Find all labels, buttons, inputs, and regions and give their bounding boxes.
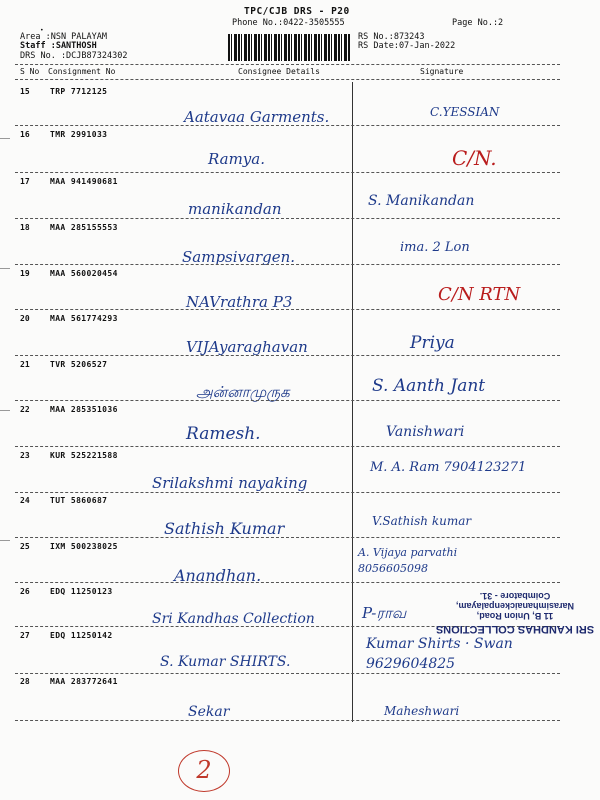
phone-number: Phone No.:0422-3505555 bbox=[232, 18, 345, 28]
signature-handwriting: V.Sathish kumar bbox=[372, 514, 472, 528]
consignee-handwriting: Anandhan. bbox=[174, 566, 262, 585]
consignment-number: TMR 2991033 bbox=[50, 130, 108, 139]
row-divider bbox=[15, 355, 560, 356]
row-divider bbox=[15, 309, 560, 310]
signature-handwriting: Priya bbox=[410, 333, 455, 353]
consignee-handwriting: Ramesh. bbox=[186, 424, 261, 444]
signature-handwriting: Kumar Shirts · Swan 9629604825 bbox=[366, 636, 513, 672]
consignee-handwriting: Sri Kandhas Collection bbox=[152, 611, 315, 627]
consignee-handwriting: Sekar bbox=[188, 704, 230, 720]
margin-tick bbox=[0, 138, 10, 139]
consignment-number: KUR 525221588 bbox=[50, 451, 118, 460]
margin-tick bbox=[0, 410, 10, 411]
header-divider bbox=[15, 64, 560, 65]
consignment-number: EDQ 11250123 bbox=[50, 587, 113, 596]
drs-number-field: DRS No. :DCJB87324302 bbox=[20, 51, 128, 61]
row-number: 21 bbox=[20, 360, 30, 369]
consignee-handwriting: Sathish Kumar bbox=[164, 519, 285, 538]
stamp-company-name: SRI KANDHAS COLLECTIONS bbox=[435, 623, 595, 635]
circled-page-number: 2 bbox=[178, 750, 230, 792]
signature-handwriting: Maheshwari bbox=[384, 704, 460, 718]
row-number: 15 bbox=[20, 87, 30, 96]
consignee-handwriting: Aatavaa Garments. bbox=[184, 108, 330, 126]
row-divider bbox=[15, 720, 560, 721]
consignment-number: MAA 285155553 bbox=[50, 223, 118, 232]
row-divider bbox=[15, 492, 560, 493]
company-stamp bbox=[430, 563, 600, 635]
row-number: 20 bbox=[20, 314, 30, 323]
row-number: 22 bbox=[20, 405, 30, 414]
consignment-number: IXM 500238025 bbox=[50, 542, 118, 551]
consignment-number: TVR 5206527 bbox=[50, 360, 108, 369]
row-divider bbox=[15, 264, 560, 265]
signature-handwriting: C/N RTN bbox=[438, 284, 521, 305]
column-header-divider bbox=[15, 79, 560, 80]
consignee-handwriting: NAVrathra P3 bbox=[186, 293, 293, 311]
stamp-address-line2: Narasimhanaickenpalayam, bbox=[455, 601, 575, 611]
signature-handwriting: ima. 2 Lon bbox=[400, 240, 470, 255]
area-field: Area :NSN PALAYAM bbox=[20, 32, 107, 42]
consignee-handwriting: Ramya. bbox=[208, 150, 265, 168]
row-number: 27 bbox=[20, 631, 30, 640]
sheet-title: TPC/CJB DRS - P20 bbox=[244, 6, 350, 17]
signature-handwriting: P-ராவ bbox=[362, 604, 407, 622]
col-sno: S No bbox=[20, 67, 40, 76]
row-number: 26 bbox=[20, 587, 30, 596]
consignee-handwriting: Sampsivargen. bbox=[182, 248, 296, 266]
signature-handwriting: C.YESSIAN bbox=[430, 105, 500, 119]
row-divider bbox=[15, 537, 560, 538]
row-number: 28 bbox=[20, 677, 30, 686]
dot-mark: • bbox=[40, 27, 44, 34]
consignment-number: MAA 560020454 bbox=[50, 269, 118, 278]
margin-tick bbox=[0, 268, 10, 269]
consignee-handwriting: manikandan bbox=[188, 200, 282, 218]
rs-number-field: RS No.:873243 bbox=[358, 32, 425, 42]
row-divider bbox=[15, 218, 560, 219]
row-divider bbox=[15, 125, 560, 126]
signature-handwriting: S. Aanth Jant bbox=[372, 376, 486, 396]
row-divider bbox=[15, 172, 560, 173]
signature-handwriting: A. Vijaya parvathi 8056605098 bbox=[358, 546, 458, 575]
consignment-number: MAA 561774293 bbox=[50, 314, 118, 323]
consignee-handwriting: S. Kumar SHIRTS. bbox=[160, 654, 291, 670]
row-number: 25 bbox=[20, 542, 30, 551]
col-signature: Signature bbox=[420, 67, 464, 76]
row-number: 18 bbox=[20, 223, 30, 232]
row-number: 17 bbox=[20, 177, 30, 186]
consignment-number: TUT 5860687 bbox=[50, 496, 108, 505]
consignee-handwriting: அன்னாமுருக bbox=[196, 383, 290, 401]
col-consignee: Consignee Details bbox=[238, 67, 320, 76]
stamp-address-line1: 11 B, Union Road, bbox=[476, 611, 554, 621]
row-divider bbox=[15, 673, 560, 674]
rs-date-field: RS Date:07-Jan-2022 bbox=[358, 41, 456, 51]
consignment-number: EDQ 11250142 bbox=[50, 631, 113, 640]
consignee-handwriting: Srilakshmi nayaking bbox=[152, 474, 308, 492]
signature-handwriting: S. Manikandan bbox=[368, 193, 475, 209]
signature-handwriting: C/N. bbox=[452, 146, 497, 170]
consignment-number: MAA 283772641 bbox=[50, 677, 118, 686]
row-number: 23 bbox=[20, 451, 30, 460]
consignee-handwriting: VIJAyaraghavan bbox=[186, 338, 308, 356]
row-divider bbox=[15, 400, 560, 401]
row-divider bbox=[15, 446, 560, 447]
row-number: 24 bbox=[20, 496, 30, 505]
margin-tick bbox=[0, 540, 10, 541]
barcode-image bbox=[228, 34, 350, 61]
signature-handwriting: Vanishwari bbox=[386, 424, 465, 440]
consignment-number: TRP 7712125 bbox=[50, 87, 108, 96]
consignment-number: MAA 285351036 bbox=[50, 405, 118, 414]
row-number: 19 bbox=[20, 269, 30, 278]
staff-field: Staff :SANTHOSH bbox=[20, 41, 97, 51]
consignment-number: MAA 941490681 bbox=[50, 177, 118, 186]
row-number: 16 bbox=[20, 130, 30, 139]
col-consignment: Consignment No bbox=[48, 67, 116, 76]
signature-handwriting: M. A. Ram 7904123271 bbox=[370, 460, 527, 475]
stamp-address-line3: Coimbatore - 31. bbox=[479, 591, 551, 601]
page-number: Page No.:2 bbox=[452, 18, 504, 28]
